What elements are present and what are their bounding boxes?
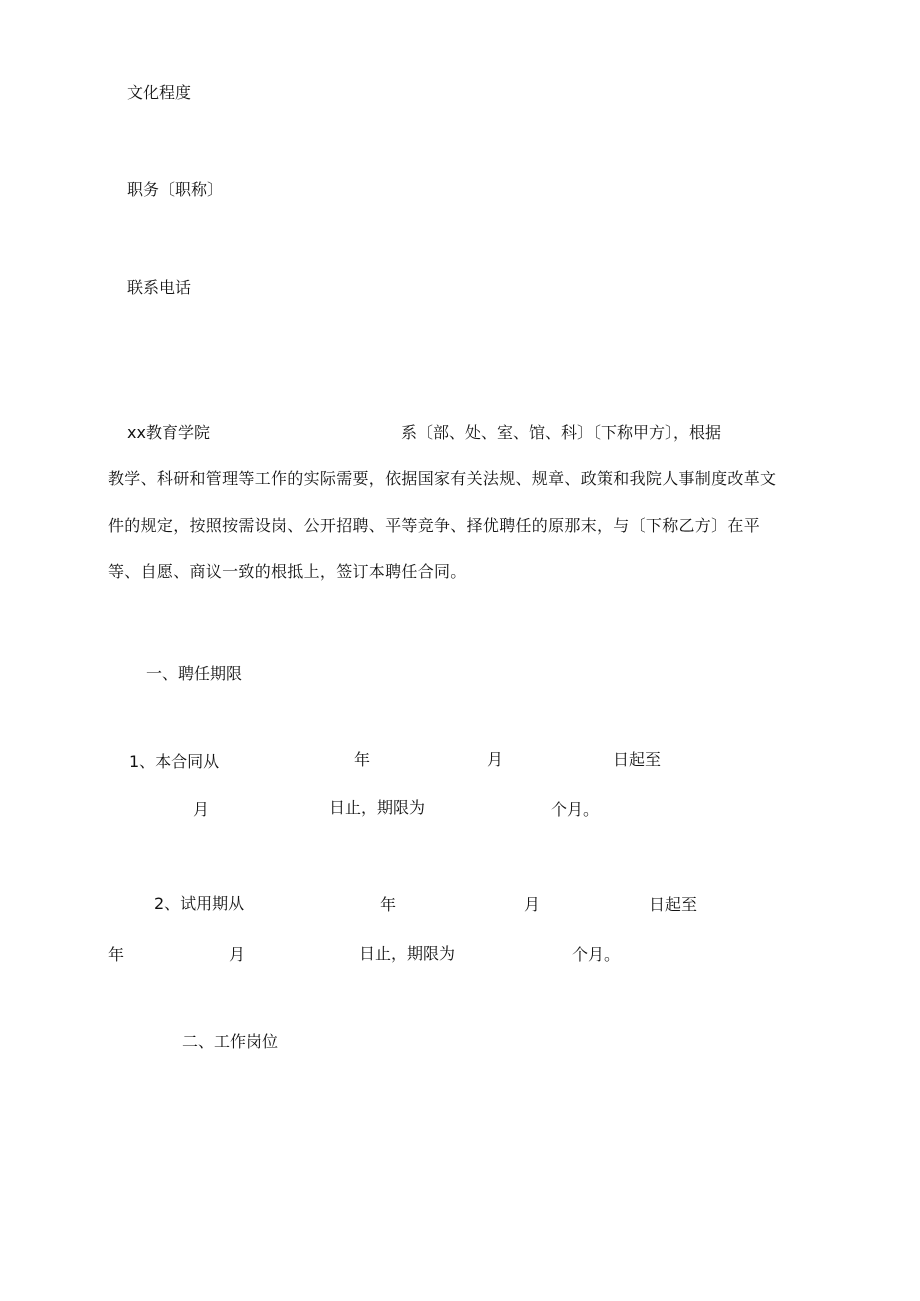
clause-2-year-2: 年 — [108, 945, 125, 964]
clause-1-day-from: 日起至 — [613, 750, 662, 769]
position-label: 职务〔职称〕 — [127, 180, 224, 199]
clause-2-month: 月 — [524, 895, 541, 914]
clause-1-month-2: 月 — [193, 800, 210, 819]
clause-1-year: 年 — [354, 750, 371, 769]
clause-1-prefix: 1、本合同从 — [129, 752, 220, 771]
department-text: 系〔部、处、室、馆、科〕〔下称甲方〕，根据 — [401, 423, 722, 442]
section-2-heading: 二、工作岗位 — [182, 1032, 279, 1051]
clause-1-months: 个月。 — [551, 800, 600, 819]
clause-2-day-to: 日止，期限为 — [359, 944, 456, 963]
intro-line-3: 件的规定，按照按需设岗、公开招聘、平等竞争、择优聘任的原那末，与〔下称乙方〕在平 — [108, 516, 761, 535]
clause-1-day-to: 日止，期限为 — [329, 798, 426, 817]
clause-2-prefix: 2、试用期从 — [154, 894, 245, 913]
clause-2-month-2: 月 — [229, 945, 246, 964]
section-1-heading: 一、聘任期限 — [146, 664, 243, 683]
intro-line-2: 教学、科研和管理等工作的实际需要，依据国家有关法规、规章、政策和我院人事制度改革文 — [108, 469, 777, 488]
clause-2-day-from: 日起至 — [649, 895, 698, 914]
clause-2-year: 年 — [380, 895, 397, 914]
intro-line-4: 等、自愿、商议一致的根抵上，签订本聘任合同。 — [108, 562, 467, 581]
clause-2-months: 个月。 — [572, 945, 621, 964]
clause-1-month: 月 — [487, 750, 504, 769]
school-name: xx教育学院 — [127, 423, 210, 442]
education-label: 文化程度 — [127, 83, 192, 102]
phone-label: 联系电话 — [127, 278, 192, 297]
